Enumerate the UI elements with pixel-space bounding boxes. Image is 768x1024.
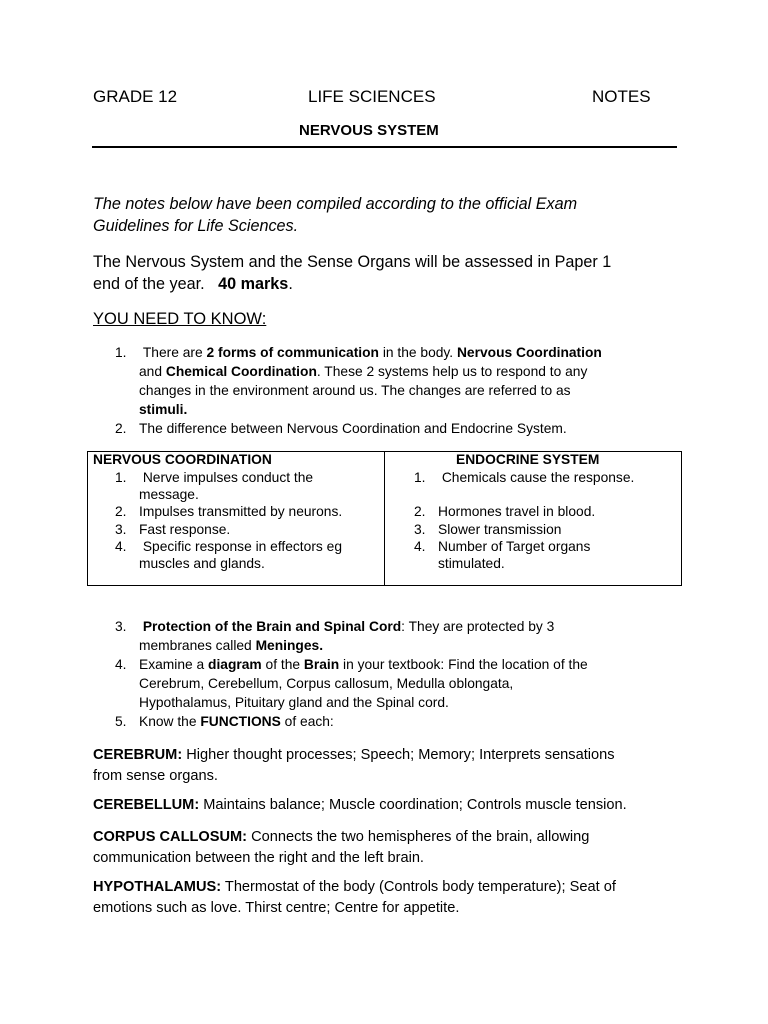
intro-line-1: The notes below have been compiled according to the official Exam	[93, 195, 578, 213]
table-column-divider	[384, 451, 385, 586]
table-row: 2. Impulses transmitted by neurons.	[115, 504, 343, 520]
function-cerebellum: CEREBELLUM: Maintains balance; Muscle coordination; Controls muscle tension.	[93, 797, 627, 813]
list-item: 5. Know the FUNCTIONS of each:	[115, 714, 334, 729]
endocrine-column	[392, 469, 682, 572]
table-row: 1. Chemicals cause the response.	[414, 470, 635, 485]
assessment-text: end of the year.	[93, 275, 205, 293]
nervous-column	[93, 469, 383, 572]
intro-line-2: Guidelines for Life Sciences.	[93, 217, 299, 235]
list-item: 1. There are 2 forms of communication in the body. Nervous Coordination and Chemical Coordination. These 2 systems help us to respond to any changes in the environment around us. The changes are referred to as stimuli.	[115, 345, 602, 417]
intro-paragraph	[93, 193, 693, 237]
table-row: 3. Fast response.	[115, 521, 231, 537]
page-title: NERVOUS SYSTEM	[299, 122, 439, 139]
section-heading: YOU NEED TO KNOW:	[93, 310, 267, 328]
list-1	[93, 343, 693, 438]
function-term: CEREBELLUM:	[93, 797, 200, 813]
table-row: 4. Specific response in effectors eg muscles and glands.	[115, 538, 342, 572]
table-row: 3. Slower transmission	[414, 521, 562, 537]
function-term: CEREBRUM:	[93, 747, 183, 763]
marks-value: 40 marks	[218, 275, 289, 293]
table-header-nervous: NERVOUS COORDINATION	[93, 452, 272, 467]
list-item: 3. Protection of the Brain and Spinal Cord: They are protected by 3 membranes called Meninges.	[115, 619, 555, 653]
table-header-endocrine: ENDOCRINE SYSTEM	[456, 452, 600, 467]
function-hypothalamus: HYPOTHALAMUS: Thermostat of the body (Controls body temperature); Seat of emotions such as love. Thirst centre; Centre for appetite.	[93, 879, 616, 916]
notes-label: NOTES	[592, 87, 651, 106]
assessment-paragraph	[93, 251, 693, 295]
function-term: CORPUS CALLOSUM:	[93, 829, 248, 845]
list-item: 2. The difference between Nervous Coordination and Endocrine System.	[115, 421, 567, 436]
grade-label: GRADE 12	[93, 87, 178, 106]
function-term: HYPOTHALAMUS:	[93, 879, 222, 895]
function-corpus-callosum: CORPUS CALLOSUM: Connects the two hemispheres of the brain, allowing communication between the right and the left brain.	[93, 829, 590, 866]
header-divider	[92, 146, 677, 148]
subject-label: LIFE SCIENCES	[308, 87, 436, 106]
list-2	[93, 617, 693, 731]
table-row: 1. Nerve impulses conduct the message.	[115, 470, 314, 503]
assessment-line-1: The Nervous System and the Sense Organs will be assessed in Paper 1	[93, 253, 612, 271]
table-row: 2. Hormones travel in blood.	[414, 504, 596, 520]
function-cerebrum: CEREBRUM: Higher thought processes; Speech; Memory; Interprets sensations from sense organs.	[93, 747, 615, 784]
assessment-line-2: end of the year. 40 marks.	[93, 275, 293, 293]
list-item: 4. Examine a diagram of the Brain in your textbook: Find the location of the Cerebrum, Cerebellum, Corpus callosum, Medulla oblongata, Hypothalamus, Pituitary gland and the Spinal cord.	[115, 657, 588, 710]
table-row: 4. Number of Target organs stimulated.	[414, 538, 591, 571]
